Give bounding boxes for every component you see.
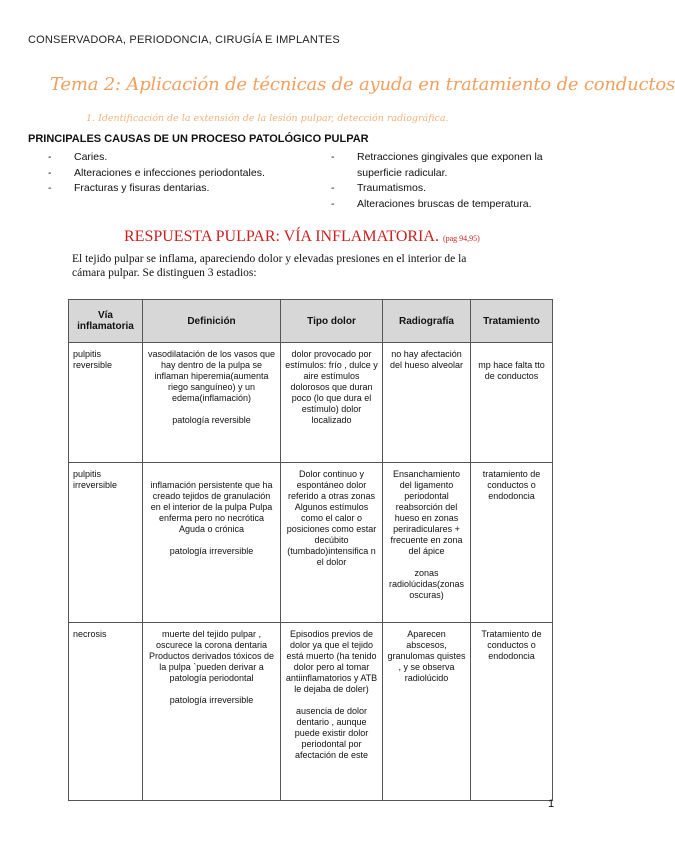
causes-heading: PRINCIPALES CAUSAS DE UN PROCESO PATOLÓGICO PULPAR xyxy=(28,133,369,145)
table-row xyxy=(69,343,553,463)
cell-radiografia: Aparecen abscesos, granulomas quistes , y se observa radiolúcido xyxy=(383,623,471,801)
cell-via: pulpitis reversible xyxy=(69,343,143,463)
header-definicion: Definición xyxy=(143,300,281,343)
cell-dolor: Dolor continuo y espontáneo dolor referido a otras zonas Algunos estímulos como el calor o posiciones como estar decúbito (tumbado)intensifica n el dolor xyxy=(281,463,383,623)
list-item: - Alteraciones e infecciones periodontales. xyxy=(48,166,265,179)
cell-note: patología irreversible xyxy=(169,695,254,705)
page-title: Tema 2: Aplicación de técnicas de ayuda en tratamiento de conductos xyxy=(50,74,675,95)
cell-tratamiento: tratamiento de conductos o endodoncia xyxy=(471,463,553,623)
page-number: 1 xyxy=(548,798,555,810)
table-row xyxy=(69,463,553,623)
cell-tratamiento: Tratamiento de conductos o endodoncia xyxy=(471,623,553,801)
cell-tratamiento: mp hace falta tto de conductos xyxy=(471,343,553,463)
header-dolor: Tipo dolor xyxy=(281,300,383,343)
table-header-row xyxy=(69,300,553,343)
header-via: Vía inflamatoria xyxy=(69,300,143,343)
cell-via: pulpitis irreversible xyxy=(69,463,143,623)
inflammation-table xyxy=(68,299,553,801)
list-item: - Traumatismos. xyxy=(331,182,427,194)
header-tratamiento: Tratamiento xyxy=(471,300,553,343)
cell-definicion: inflamación persistente que ha creado tejidos de granulación en el interior de la pulpa Pulpa enferma pero no necrótica Aguda o crónica patología irreversible xyxy=(143,463,281,623)
list-item: - Retracciones gingivales que exponen la superficie radicular. xyxy=(331,151,543,179)
page-reference: (pag 94,95) xyxy=(442,234,480,243)
cell-radiografia: Ensanchamiento del ligamento periodontal reabsorción del hueso en zonas periradiculares + frecuente en zona del ápice zonas radiolúcidas(zonas oscuras) xyxy=(383,463,471,623)
cell-note: patología reversible xyxy=(172,415,251,425)
cell-dolor: Episodios previos de dolor ya que el tejido está muerto (ha tenido dolor pero al tomar antiinflamatorios y ATB le dejaba de doler) ausencia de dolor dentario , aunque puede existir dolor periodontal por afectación de este xyxy=(281,623,383,801)
cell-definicion: muerte del tejido pulpar , oscurece la corona dentaria Productos derivados tóxicos de la pulpa `pueden derivar a patología periodontal patología irreversible xyxy=(143,623,281,801)
section-heading xyxy=(124,228,480,246)
section-subtitle: 1. Identificación de la extensión de la lesión pulpar, detección radiográfica. xyxy=(86,113,449,124)
cell-via: necrosis xyxy=(69,623,143,801)
causes-list-right xyxy=(331,150,561,212)
header-radiografia: Radiografía xyxy=(383,300,471,343)
cell-note: zonas radiolúcidas(zonas oscuras) xyxy=(388,568,465,600)
table-row xyxy=(69,623,553,801)
cell-dolor: dolor provocado por estímulos: frío , dulce y aire estímulos dolorosos que duran poco (lo que dura el estímulo) dolor localizado xyxy=(281,343,383,463)
cell-note: patología irreversible xyxy=(169,546,254,556)
cell-radiografia: no hay afectación del hueso alveolar xyxy=(383,343,471,463)
intro-paragraph: El tejido pulpar se inflama, apareciendo dolor y elevadas presiones en el interior de la cámara pulpar. Se distinguen 3 estadios: xyxy=(72,253,467,279)
causes-list-left xyxy=(48,150,298,197)
list-item: - Alteraciones bruscas de temperatura. xyxy=(331,197,532,210)
list-item: - Caries. xyxy=(48,151,108,163)
cell-definicion: vasodilatación de los vasos que hay dentro de la pulpa se inflaman hiperemia(aumenta riego sanguíneo) y un edema(inflamación) patología reversible xyxy=(143,343,281,463)
document-header: CONSERVADORA, PERIODONCIA, CIRUGÍA E IMPLANTES xyxy=(28,34,340,46)
list-item: - Fracturas y fisuras dentarias. xyxy=(48,182,210,194)
section-heading-text: RESPUESTA PULPAR: VÍA INFLAMATORIA. xyxy=(124,228,439,245)
cell-note: ausencia de dolor dentario , aunque puede existir dolor periodontal por afectación de este xyxy=(294,706,369,760)
